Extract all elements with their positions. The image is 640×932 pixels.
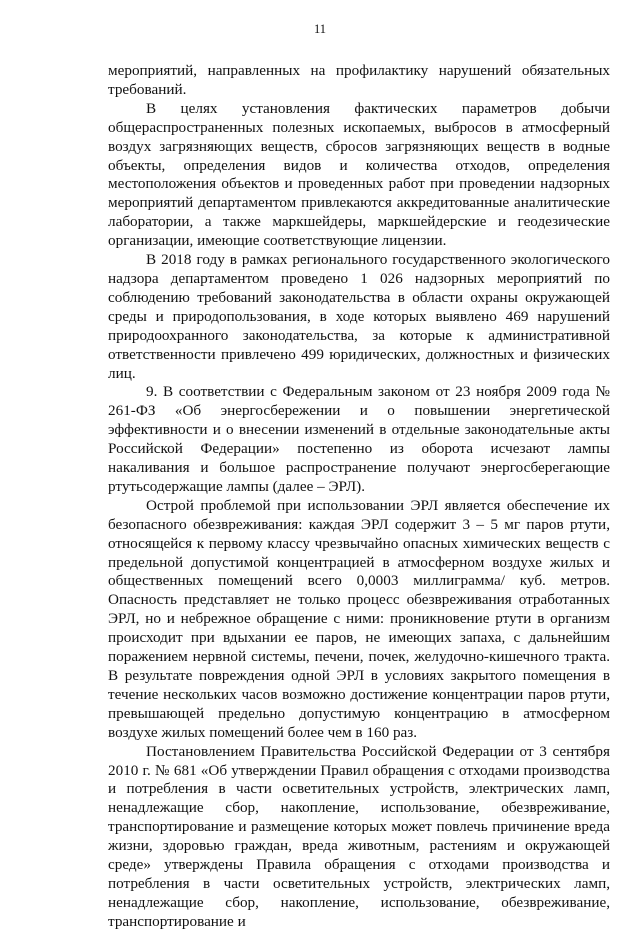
paragraph-6: Постановлением Правительства Российской Федерации от 3 сентября 2010 г. № 681 «Об утверждении Правил обращения с отходами производства и потребления в части осветительных устройств, электрических ламп, ненадлежащие сбор, накопление, использование, обезвреживание, транспортирование и размещение которых может повлечь причинение вреда жизни, здоровью граждан, вреда животным, растениям и окружающей среде» утверждены Правила обращения с отходами производства и потребления в части осветительных устройств, электрических ламп, ненадлежащие сбор, накопление, использование, обезвреживание, транспортирование и	[108, 742, 610, 930]
page-number: 11	[313, 22, 327, 36]
paragraph-2: В целях установления фактических параметров добычи общераспространенных полезных ископаемых, выбросов в атмосферный воздух загрязняющих веществ, сбросов загрязняющих веществ в водные объекты, определения видов и количества отходов, определения местоположения объектов и проведенных работ при проведении надзорных мероприятий департаментом привлекаются аккредитованные аналитические лаборатории, а также маркшейдеры, маркшейдерские и геодезические организации, имеющие соответствующие лицензии.	[108, 99, 610, 250]
paragraph-5: Острой проблемой при использовании ЭРЛ является обеспечение их безопасного обезвреживания: каждая ЭРЛ содержит 3 – 5 мг паров ртути, относящейся к первому классу чрезвычайно опасных химических веществ с предельной допустимой концентрацией в атмосферном воздухе жилых и общественных помещений всего 0,0003 миллиграмма/ куб. метров. Опасность представляет не только процесс обезвреживания отработанных ЭРЛ, но и небрежное обращение с ними: проникновение ртути в организм происходит при вдыхании ее паров, не имеющих запаха, с дальнейшим поражением нервной системы, печени, почек, желудочно-кишечного тракта. В результате повреждения одной ЭРЛ в условиях закрытого помещения в течение нескольких часов возможно достижение концентрации паров ртути, превышающей предельно допустимую концентрацию в атмосферном воздухе жилых помещений более чем в 160 раз.	[108, 496, 610, 741]
paragraph-4: 9. В соответствии с Федеральным законом от 23 ноября 2009 года № 261-ФЗ «Об энергосбережении и о повышении энергетической эффективности и о внесении изменений в отдельные законодательные акты Российской Федерации» постепенно из оборота исчезают лампы накаливания и большое распространение получают энергосберегающие ртутьсодержащие лампы (далее – ЭРЛ).	[108, 383, 610, 495]
paragraph-3: В 2018 году в рамках регионального государственного экологического надзора департаментом проведено 1 026 надзорных мероприятий по соблюдению требований законодательства в области охраны окружающей среды и природопользования, в ходе которых выявлено 469 нарушений природоохранного законодательства, за которые к административной ответственности привлечено 499 юридических, должностных и физических лиц.	[108, 251, 610, 382]
document-body	[108, 62, 610, 932]
paragraph-1: мероприятий, направленных на профилактику нарушений обязательных требований.	[108, 62, 610, 98]
